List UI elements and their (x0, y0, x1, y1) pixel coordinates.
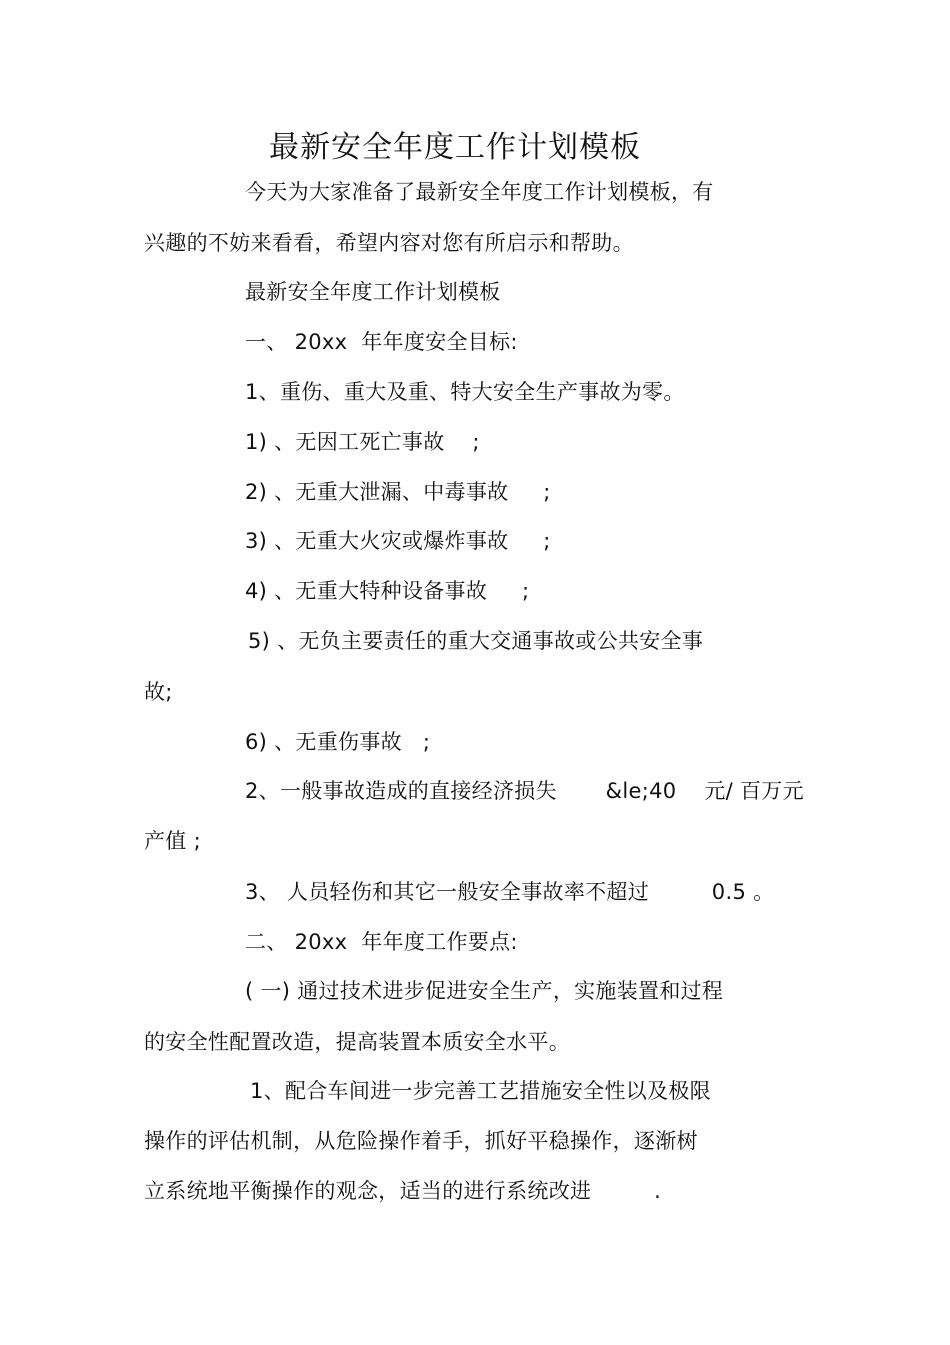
document-title: 最新安全年度工作计划模板 (269, 130, 641, 165)
paragraph-line: 故; (144, 680, 173, 704)
list-item: 6) 、无重伤事故 ; (245, 730, 431, 754)
section-heading: 最新安全年度工作计划模板 (245, 280, 501, 304)
list-item: 5) 、无负主要责任的重大交通事故或公共安全事 (248, 629, 704, 653)
paragraph-line: 的安全性配置改造，提高装置本质安全水平。 (144, 1030, 570, 1054)
paragraph-line: 兴趣的不妨来看看，希望内容对您有所启示和帮助。 (144, 231, 634, 255)
list-item: 4) 、无重大特种设备事故 ; (245, 579, 530, 603)
paragraph-line: 产值 ; (144, 829, 201, 853)
list-item: 1、配合车间进一步完善工艺措施安全性以及极限 (250, 1079, 711, 1103)
paragraph-line: 立系统地平衡操作的观念，适当的进行系统改进 . (144, 1179, 662, 1203)
list-item: 1) 、无因工死亡事故 ; (245, 430, 480, 454)
list-item: 3) 、无重大火灾或爆炸事故 ; (245, 529, 551, 553)
list-item: 2) 、无重大泄漏、中毒事故 ; (245, 480, 551, 504)
section-heading: 二、 20xx 年年度工作要点: (245, 930, 518, 954)
section-heading: 一、 20xx 年年度安全目标: (245, 330, 518, 354)
paragraph-line: 操作的评估机制，从危险操作着手，抓好平稳操作，逐渐树 (144, 1129, 698, 1153)
list-item: 2、一般事故造成的直接经济损失 &le;40 元/ 百万元 (245, 779, 804, 803)
list-item: 3、 人员轻伤和其它一般安全事故率不超过 0.5 。 (245, 880, 775, 904)
paragraph-line: 今天为大家准备了最新安全年度工作计划模板，有 (245, 180, 714, 204)
list-item: 1、重伤、重大及重、特大安全生产事故为零。 (245, 380, 685, 404)
list-item: ( 一) 通过技术进步促进安全生产，实施装置和过程 (245, 979, 724, 1003)
